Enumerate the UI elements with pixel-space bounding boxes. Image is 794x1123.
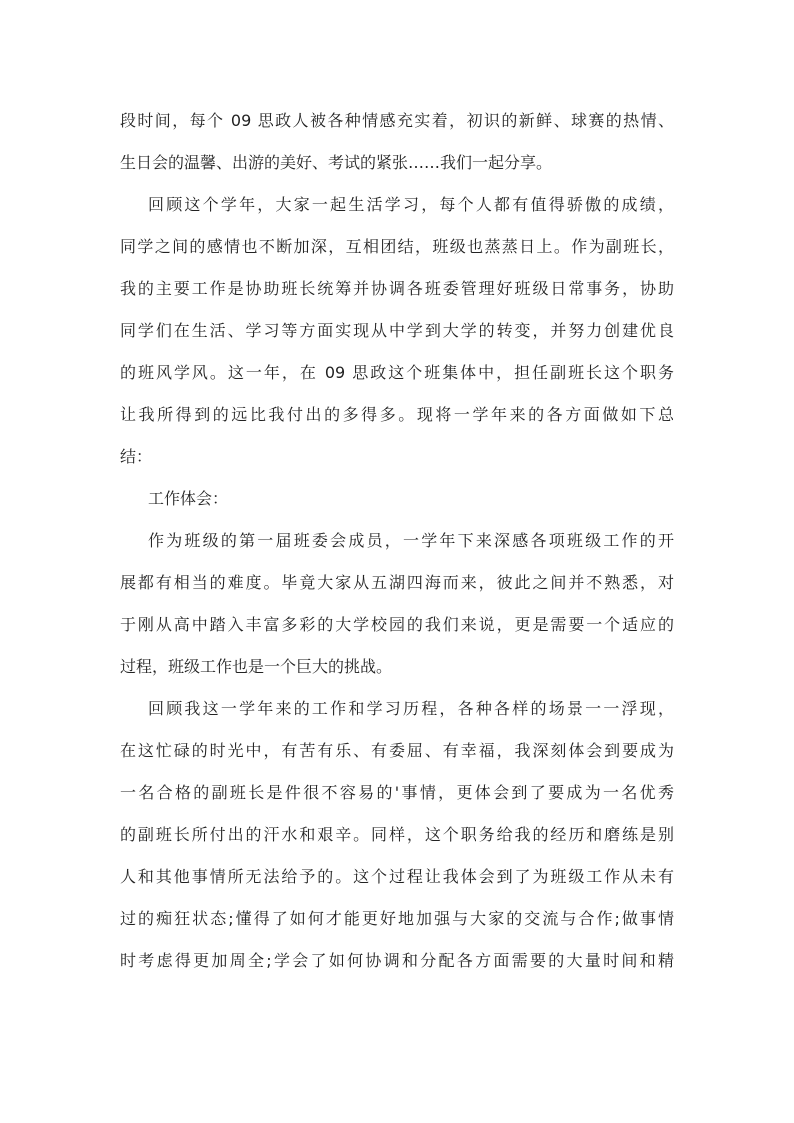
text-line: 的班风学风。这一年，在 09 思政这个班集体中，担任副班长这个职务 <box>120 363 674 382</box>
text-line: 在这忙碌的时光中，有苦有乐、有委屈、有幸福，我深刻体会到要成为 <box>120 741 674 760</box>
paragraph-3 <box>120 520 674 688</box>
text-line: 时考虑得更加周全;学会了如何协调和分配各方面需要的大量时间和精 <box>120 951 674 970</box>
text-line: 同学之间的感情也不断加深，互相团结，班级也蒸蒸日上。作为副班长， <box>120 237 674 256</box>
text-line: 一名合格的副班长是件很不容易的'事情，更体会到了要成为一名优秀 <box>120 783 674 802</box>
text-line: 回顾我这一学年来的工作和学习历程，各种各样的场景一一浮现， <box>148 699 674 718</box>
paragraph-2 <box>120 184 674 478</box>
text-line: 工作体会： <box>148 489 229 508</box>
text-line: 过的痴狂状态;懂得了如何才能更好地加强与大家的交流与合作;做事情 <box>120 909 674 928</box>
text-line: 我的主要工作是协助班长统筹并协调各班委管理好班级日常事务，协助 <box>120 279 674 298</box>
text-line: 同学们在生活、学习等方面实现从中学到大学的转变，并努力创建优良 <box>120 321 674 340</box>
text-line: 展都有相当的难度。毕竟大家从五湖四海而来，彼此之间并不熟悉，对 <box>120 573 674 592</box>
text-line: 段时间，每个 09 思政人被各种情感充实着，初识的新鲜、球赛的热情、 <box>120 111 674 130</box>
section-heading <box>120 478 674 520</box>
text-line: 生日会的温馨、出游的美好、考试的紧张……我们一起分享。 <box>120 153 553 172</box>
text-line: 人和其他事情所无法给予的。这个过程让我体会到了为班级工作从未有 <box>120 867 674 886</box>
paragraph-4 <box>120 688 674 982</box>
text-line: 让我所得到的远比我付出的多得多。现将一学年来的各方面做如下总 <box>120 405 674 424</box>
text-line: 回顾这个学年，大家一起生活学习，每个人都有值得骄傲的成绩， <box>148 195 674 214</box>
text-line: 作为班级的第一届班委会成员，一学年下来深感各项班级工作的开 <box>148 531 674 550</box>
text-line: 结： <box>120 447 153 466</box>
text-line: 于刚从高中踏入丰富多彩的大学校园的我们来说，更是需要一个适应的 <box>120 615 674 634</box>
text-line: 过程，班级工作也是一个巨大的挑战。 <box>120 657 393 676</box>
paragraph-1 <box>120 100 674 184</box>
text-line: 的副班长所付出的汗水和艰辛。同样，这个职务给我的经历和磨练是别 <box>120 825 674 844</box>
